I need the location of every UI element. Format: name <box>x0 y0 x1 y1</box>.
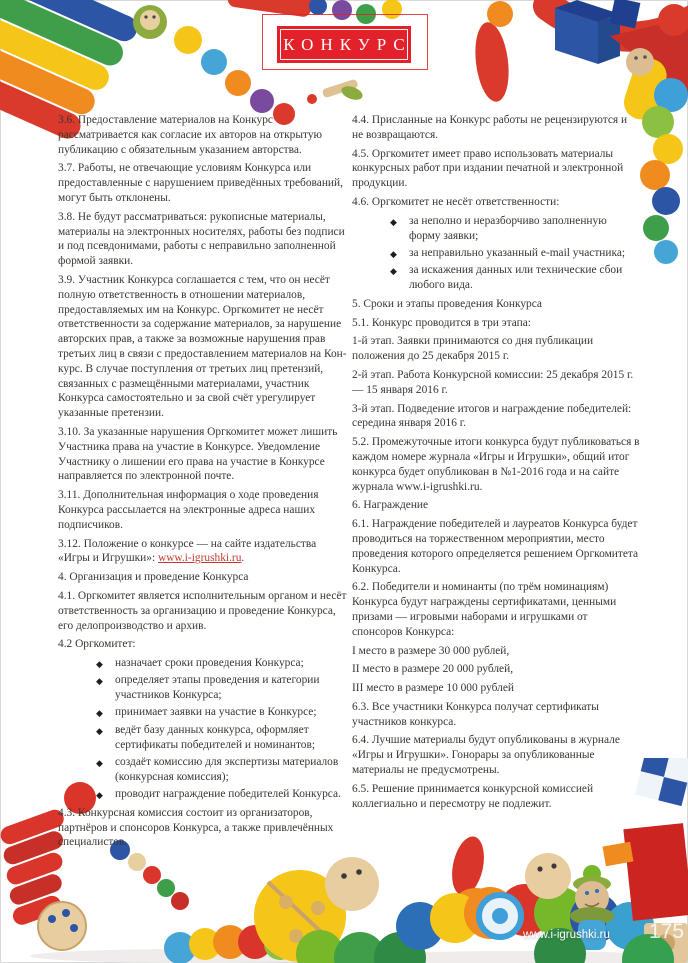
paragraph: 6.4. Лучшие материалы будут опубликованы в журнале «Игры и Игрушки». Гонорары за опубликованные материалы не предусмотрены. <box>352 734 620 777</box>
contest-banner <box>277 26 411 63</box>
paragraph: 3.12. Положение о конкурсе — на сайте издательства «Игры и Игрушки»: www.i-igrushki.ru. <box>58 537 317 565</box>
bullet-item: ◆ создаёт комиссию для экспертизы материалов (конкурсная комиссия); <box>115 755 348 785</box>
paragraph: 6.2. Победители и номинанты (по трём номинациям) Конкурса будут награждены сертификатами, ценными призами — игровыми наборами и игрушками от спонсоров Конкурса: <box>352 581 617 638</box>
paragraph: 4.1. Оргкомитет является исполнительным органом и несёт ответственность за организацию и проведение Конкурса, его делопроизводство и архив. <box>58 589 347 632</box>
paragraph: 4.4. Присланные на Конкурс работы не рецензируются и не возвращаются. <box>352 114 628 141</box>
bullet-list <box>352 214 640 293</box>
paragraph: 4.2 Оргкомитет: <box>58 638 136 651</box>
paragraph: III место в размере 10 000 рублей <box>352 682 514 695</box>
right-column <box>352 113 640 854</box>
bullet-item: ◆ за неправильно указанный e-mail участника; <box>409 246 640 261</box>
inline-link[interactable]: www.i-igrushki.ru <box>157 552 242 565</box>
page-number: 175 <box>649 920 685 943</box>
paragraph: 6.3. Все участники Конкурса получат сертификаты участников конкурса. <box>352 700 599 728</box>
paragraph: 6.5. Решение принимается конкурсной комиссией коллегиально и пересмотру не подлежит. <box>352 782 594 810</box>
paragraph: 6.1. Награждение победителей и лауреатов Конкурса будет проводиться на торжественном мероприятии, место проведения которого определяется решением Оргкомитета Конкурса. <box>352 518 639 575</box>
bullet-item: ◆ проводит награждение победителей Конкурса. <box>115 787 348 802</box>
paragraph: 5. Сроки и этапы проведения Конкурса <box>352 297 542 310</box>
paragraph: 4.6. Оргкомитет не несёт ответственности: <box>352 195 560 208</box>
bullet-item: ◆ за неполно и неразборчиво заполненную форму заявки; <box>409 214 640 244</box>
paragraph: 4.3. Конкурсная комиссия состоит из организаторов, партнёров и спонсоров Конкурса, а также привлечённых специалистов. <box>58 806 334 849</box>
paragraph: 3.6. Предоставление материалов на Конкурс рассматривается как согласие их авторов на открытую публикацию с обязательным указанием авторства. <box>58 114 323 156</box>
paragraph: 3-й этап. Подведение итогов и награждение победителей: середина января 2016 г. <box>352 402 632 430</box>
paragraph: 3.8. Не будут рассматриваться: рукописные материалы, материалы на электронных носителях, работы без подписи и под псевдонимами, работы с неправильно заполненной формой заявки. <box>58 210 345 268</box>
paragraph: 4. Организация и проведение Конкурса <box>58 571 249 584</box>
paragraph: 6. Награждение <box>352 499 429 512</box>
paragraph: 5.1. Конкурс проводится в три этапа: <box>352 316 531 329</box>
footer-website: www.i-igrushki.ru <box>523 929 610 941</box>
bullet-list <box>58 656 348 802</box>
paragraph: 3.9. Участник Конкурса соглашается с тем, что он несёт полную ответственность в отношении материалов, предоставляемых им на Конкурс. Оргкомитет не несёт ответственности за содержание материалов, за нарушение авторских прав, а также за возможные нарушения прав третьих лиц в связи с предоставлением материалов на Кон- курс. В случае поступления от третьих лиц претензий, связанных с размещёнными материалами, участник Конкурса самостоятельно и за свой счёт урегулирует указанные претензии. <box>58 273 347 420</box>
paragraph: I место в размере 30 000 рублей, <box>352 644 510 657</box>
bullet-item: ◆ назначает сроки проведения Конкурса; <box>115 656 348 671</box>
left-column <box>58 113 348 854</box>
bullet-item: ◆ ведёт базу данных конкурса, оформляет сертификаты победителей и номинантов; <box>115 723 348 753</box>
contest-banner-title: КОНКУРС <box>283 34 412 54</box>
paragraph: 5.2. Промежуточные итоги конкурса будут публиковаться в каждом номере журнала «Игры и Игрушки», общий итог конкурса будет опубликован в №1-2016 года и на сайте журнала www.i-igrushki.ru. <box>352 436 640 493</box>
paragraph: 3.11. Дополнительная информация о ходе проведения Конкурса рассылается на электронные адреса наших подписчиков. <box>58 489 319 531</box>
paragraph: 3.7. Работы, не отвечающие условиям Конкурса или предоставленные с нарушением приведённых требований, могут быть отклонены. <box>58 162 343 204</box>
bullet-item: ◆ определяет этапы проведения и категории участников Конкурса; <box>115 673 348 703</box>
bullet-item: ◆ за искажения данных или технические сбои любого вида. <box>409 263 640 293</box>
bullet-item: ◆ принимает заявки на участие в Конкурсе; <box>115 705 348 720</box>
paragraph: 1-й этап. Заявки принимаются со дня публикации положения до 25 декабря 2015 г. <box>352 335 594 363</box>
paragraph: 4.5. Оргкомитет имеет право использовать материалы конкурсных работ при издании печатной и электронной продукции. <box>352 147 624 190</box>
content-columns <box>58 113 640 854</box>
paragraph: 3.10. За указанные нарушения Оргкомитет может лишить Участника права на участие в Конкурсе. Уведомление Участнику о лишении его права на участие в Конкурсе направляется по электронной почте. <box>58 425 338 483</box>
paragraph: 2-й этап. Работа Конкурсной комиссии: 25 декабря 2015 г. — 15 января 2016 г. <box>352 368 634 396</box>
paragraph: II место в размере 20 000 рублей, <box>352 663 514 676</box>
